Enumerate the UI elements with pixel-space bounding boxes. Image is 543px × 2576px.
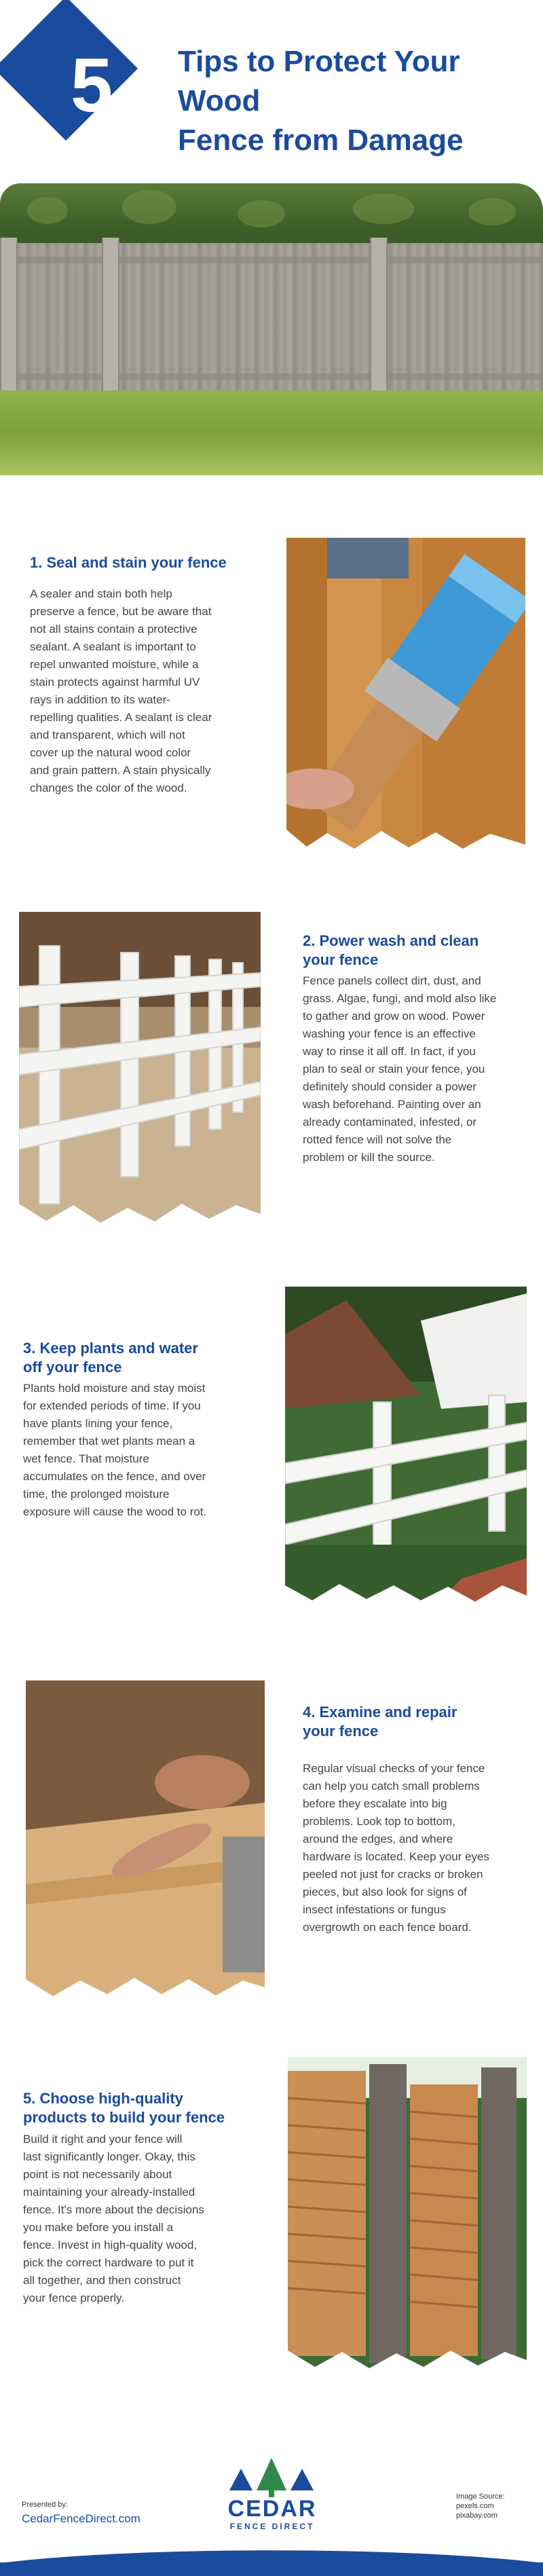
- tip-5-title: 5. Choose high-quality products to build your fence: [23, 2090, 225, 2126]
- presented-by-label: Presented by:: [22, 2501, 68, 2509]
- image-source-2: pixabay.com: [456, 2511, 498, 2520]
- tip-3-body: Plants hold moisture and stay moist for extended periods of time. If you have plants lining your fence, remember that wet plants mean a wet fence. That moisture accumulates on the fence, and over time, the prolonged moisture exposure will cause the wood to rot.: [23, 1382, 207, 1518]
- tip-2-body: Fence panels collect dirt, dust, and grass. Algae, fungi, and mold also like to gather and grow on wood. Power washing your fence is an effective way to rinse it all off. In fact, if you plan to seal or stain your fence, you definitely should consider a power wash beforehand. Painting over an already contaminated, infested, or rotted fence will not solve the problem or kill the source.: [303, 974, 497, 1164]
- image-source-1: pexels.com: [456, 2502, 494, 2510]
- tip-4-body: Regular visual checks of your fence can help you catch small problems before they escalate into big problems. Look top to bottom, around the edges, and where hardware is located. Keep your eyes peeled not just for cracks or broken pieces, but also look for signs of insect infestations or fungus overgrowth on each fence board.: [303, 1762, 489, 1934]
- tip-5-body: Build it right and your fence will last significantly longer. Okay, this point is not necessarily about maintaining your already-installed fence. It's more about the decisions you make before you install a fence. Invest in high-quality wood, pick the correct hardware to put it all together, and then construct your fence properly.: [23, 2133, 204, 2304]
- tip-3-title: 3. Keep plants and water off your fence: [23, 1340, 198, 1376]
- tip-4-title: 4. Examine and repair your fence: [303, 1704, 457, 1740]
- white-fence-photo: [19, 912, 261, 1224]
- logo-wordmark: CEDAR: [227, 2496, 317, 2522]
- tip-2-title: 2. Power wash and clean your fence: [303, 932, 479, 968]
- logo-subtitle: FENCE DIRECT: [229, 2522, 315, 2531]
- tip-1-title: 1. Seal and stain your fence: [30, 554, 227, 571]
- wood-panel-fence-photo: [288, 2057, 527, 2370]
- title-line-1: Tips to Protect Your Wood: [178, 45, 460, 117]
- tip-count: 5: [70, 42, 113, 128]
- page-title: [178, 42, 531, 160]
- title-line-2: Fence from Damage: [178, 124, 464, 157]
- paintbrush-photo: [286, 538, 525, 850]
- pine-trees-icon: [204, 2457, 339, 2497]
- website-link[interactable]: CedarFenceDirect.com: [22, 2512, 141, 2525]
- white-fence-plants-photo: [285, 1287, 527, 1606]
- hero-fence-photo: [0, 170, 543, 475]
- tip-1-body: A sealer and stain both help preserve a fence, but be aware that not all stains contain a protective sealant. A sealant is important to repel unwanted moisture, while a stain protects against harmful UV rays in addition to its water- repelling qualities. A sealant is clear and transparent, which will not cover up the natural wood color and grain pattern. A stain physically changes the color of the wood.: [30, 587, 212, 794]
- wood-measuring-photo: [26, 1680, 265, 2000]
- footer-bar: [0, 2562, 543, 2576]
- image-source-label: Image Source:: [456, 2492, 505, 2501]
